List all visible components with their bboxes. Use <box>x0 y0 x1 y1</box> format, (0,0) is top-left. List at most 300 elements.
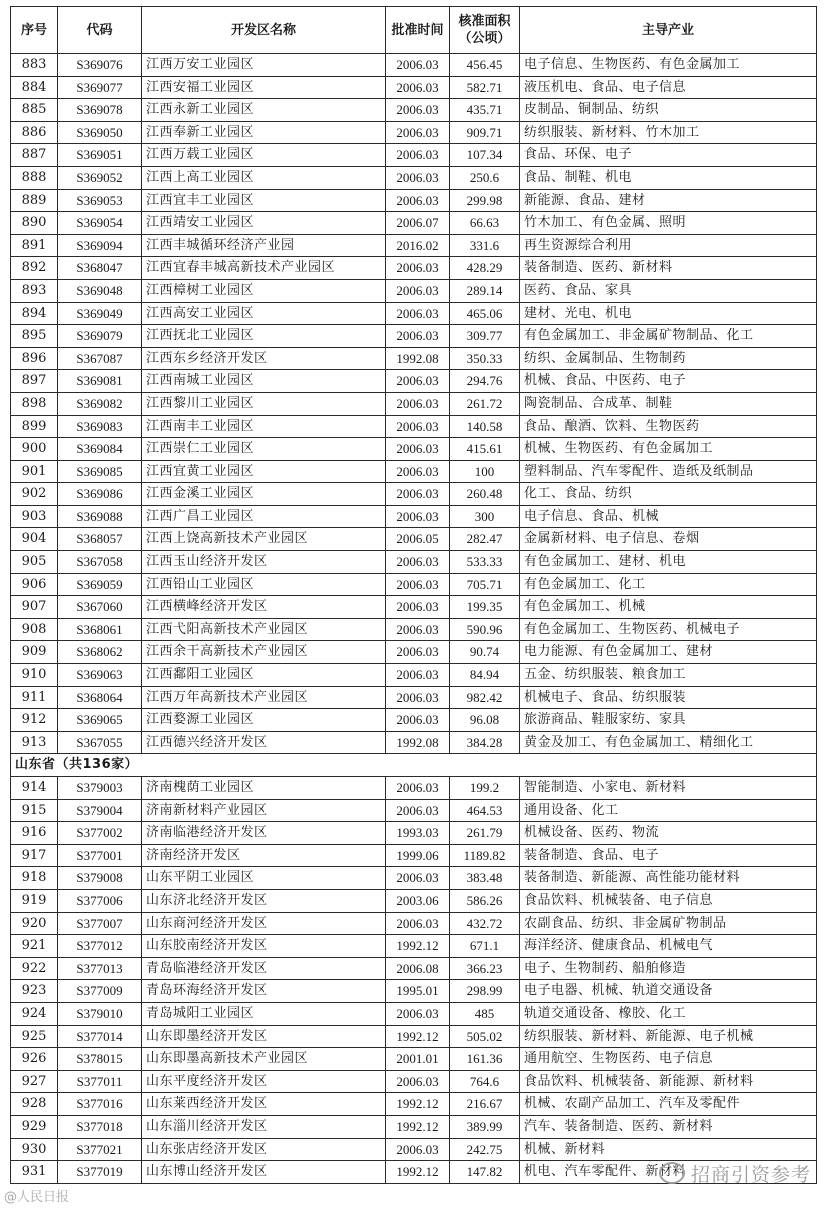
approval-date-cell: 2006.03 <box>386 1070 450 1093</box>
table-row <box>11 731 817 754</box>
seq-cell: 929 <box>11 1115 58 1138</box>
table-row <box>11 664 817 687</box>
approval-date-cell: 1999.06 <box>386 844 450 867</box>
approval-date-cell: 2006.03 <box>386 618 450 641</box>
code-cell: S369063 <box>58 664 142 687</box>
industry-cell: 塑料制品、汽车零配件、造纸及纸制品 <box>520 460 817 483</box>
area-cell: 96.08 <box>450 709 520 732</box>
header-industry: 主导产业 <box>520 7 817 54</box>
seq-cell: 909 <box>11 641 58 664</box>
table-row <box>11 189 817 212</box>
approval-date-cell: 2006.03 <box>386 867 450 890</box>
code-cell: S369094 <box>58 234 142 257</box>
seq-cell: 899 <box>11 415 58 438</box>
watermark-right-text: 招商引资参考 <box>690 1164 811 1186</box>
code-cell: S367087 <box>58 347 142 370</box>
table-row <box>11 121 817 144</box>
industry-cell: 医药、食品、家具 <box>520 279 817 302</box>
area-cell: 582.71 <box>450 76 520 99</box>
industry-cell: 电子信息、生物医药、有色金属加工 <box>520 54 817 77</box>
table-row <box>11 212 817 235</box>
zone-name-cell: 江西余干高新技术产业园区 <box>142 641 386 664</box>
table-row <box>11 596 817 619</box>
table-row <box>11 438 817 461</box>
approval-date-cell: 2006.03 <box>386 505 450 528</box>
wechat-icon <box>659 1162 685 1184</box>
industry-cell: 五金、纺织服装、粮食加工 <box>520 664 817 687</box>
zone-name-cell: 江西万载工业园区 <box>142 144 386 167</box>
table-row <box>11 483 817 506</box>
table-row <box>11 302 817 325</box>
data-sheet <box>10 6 816 1184</box>
approval-date-cell: 2006.03 <box>386 302 450 325</box>
approval-date-cell: 2006.03 <box>386 370 450 393</box>
header-zone-name: 开发区名称 <box>142 7 386 54</box>
seq-cell: 910 <box>11 664 58 687</box>
code-cell: S369081 <box>58 370 142 393</box>
code-cell: S379008 <box>58 867 142 890</box>
table-row <box>11 279 817 302</box>
table-row <box>11 99 817 122</box>
industry-cell: 有色金属加工、建材、机电 <box>520 551 817 574</box>
code-cell: S369082 <box>58 392 142 415</box>
approval-date-cell: 1992.08 <box>386 347 450 370</box>
industry-cell: 电子、生物制药、船舶修造 <box>520 957 817 980</box>
approval-date-cell: 2006.03 <box>386 573 450 596</box>
approval-date-cell: 2006.03 <box>386 166 450 189</box>
approval-date-cell: 2006.03 <box>386 709 450 732</box>
area-cell: 383.48 <box>450 867 520 890</box>
table-row <box>11 528 817 551</box>
zone-name-cell: 江西金溪工业园区 <box>142 483 386 506</box>
seq-cell: 904 <box>11 528 58 551</box>
code-cell: S369053 <box>58 189 142 212</box>
approval-date-cell: 2006.03 <box>386 279 450 302</box>
table-row <box>11 257 817 280</box>
area-cell: 261.72 <box>450 392 520 415</box>
zone-name-cell: 江西东乡经济开发区 <box>142 347 386 370</box>
industry-cell: 农副食品、纺织、非金属矿物制品 <box>520 912 817 935</box>
approval-date-cell: 2006.03 <box>386 799 450 822</box>
seq-cell: 922 <box>11 957 58 980</box>
zone-name-cell: 江西德兴经济开发区 <box>142 731 386 754</box>
industry-cell: 建材、光电、机电 <box>520 302 817 325</box>
seq-cell: 887 <box>11 144 58 167</box>
code-cell: S369059 <box>58 573 142 596</box>
code-cell: S377013 <box>58 957 142 980</box>
area-cell: 384.28 <box>450 731 520 754</box>
approval-date-cell: 2003.06 <box>386 889 450 912</box>
area-cell: 485 <box>450 1002 520 1025</box>
industry-cell: 有色金属加工、生物医药、机械电子 <box>520 618 817 641</box>
approval-date-cell: 2006.03 <box>386 257 450 280</box>
table-row <box>11 777 817 800</box>
code-cell: S377011 <box>58 1070 142 1093</box>
seq-cell: 895 <box>11 325 58 348</box>
area-cell: 261.79 <box>450 822 520 845</box>
industry-cell: 装备制造、医药、新材料 <box>520 257 817 280</box>
area-cell: 107.34 <box>450 144 520 167</box>
area-cell: 389.99 <box>450 1115 520 1138</box>
area-cell: 366.23 <box>450 957 520 980</box>
area-cell: 764.6 <box>450 1070 520 1093</box>
table-row <box>11 460 817 483</box>
zone-name-cell: 江西南城工业园区 <box>142 370 386 393</box>
zone-name-cell: 山东商河经济开发区 <box>142 912 386 935</box>
zone-name-cell: 江西宜黄工业园区 <box>142 460 386 483</box>
table-row <box>11 1093 817 1116</box>
code-cell: S377018 <box>58 1115 142 1138</box>
code-cell: S379010 <box>58 1002 142 1025</box>
approval-date-cell: 1992.12 <box>386 1093 450 1116</box>
approval-date-cell: 2006.03 <box>386 99 450 122</box>
seq-cell: 927 <box>11 1070 58 1093</box>
table-row <box>11 709 817 732</box>
approval-date-cell: 2006.03 <box>386 144 450 167</box>
code-cell: S369051 <box>58 144 142 167</box>
zone-name-cell: 江西奉新工业园区 <box>142 121 386 144</box>
seq-cell: 897 <box>11 370 58 393</box>
area-cell: 432.72 <box>450 912 520 935</box>
code-cell: S369048 <box>58 279 142 302</box>
code-cell: S369078 <box>58 99 142 122</box>
industry-cell: 纺织、金属制品、生物制药 <box>520 347 817 370</box>
code-cell: S368062 <box>58 641 142 664</box>
seq-cell: 883 <box>11 54 58 77</box>
industry-cell: 旅游商品、鞋服家纺、家具 <box>520 709 817 732</box>
code-cell: S368061 <box>58 618 142 641</box>
approval-date-cell: 1992.12 <box>386 935 450 958</box>
code-cell: S369050 <box>58 121 142 144</box>
zone-name-cell: 济南临港经济开发区 <box>142 822 386 845</box>
zone-name-cell: 山东莱西经济开发区 <box>142 1093 386 1116</box>
zone-name-cell: 江西黎川工业园区 <box>142 392 386 415</box>
code-cell: S368057 <box>58 528 142 551</box>
seq-cell: 884 <box>11 76 58 99</box>
industry-cell: 机械设备、医药、物流 <box>520 822 817 845</box>
code-cell: S377009 <box>58 980 142 1003</box>
area-cell: 140.58 <box>450 415 520 438</box>
approval-date-cell: 2006.03 <box>386 777 450 800</box>
seq-cell: 913 <box>11 731 58 754</box>
area-cell: 199.2 <box>450 777 520 800</box>
approval-date-cell: 2006.03 <box>386 551 450 574</box>
table-row <box>11 1002 817 1025</box>
seq-cell: 907 <box>11 596 58 619</box>
industry-cell: 金属新材料、电子信息、卷烟 <box>520 528 817 551</box>
area-cell: 300 <box>450 505 520 528</box>
seq-cell: 891 <box>11 234 58 257</box>
code-cell: S367058 <box>58 551 142 574</box>
watermark-right <box>659 1160 811 1187</box>
approval-date-cell: 2006.03 <box>386 1002 450 1025</box>
industry-cell: 陶瓷制品、合成革、制鞋 <box>520 392 817 415</box>
area-cell: 586.26 <box>450 889 520 912</box>
approval-date-cell: 1992.12 <box>386 1115 450 1138</box>
header-row <box>11 7 817 54</box>
industry-cell: 化工、食品、纺织 <box>520 483 817 506</box>
area-cell: 909.71 <box>450 121 520 144</box>
table-row <box>11 325 817 348</box>
industry-cell: 海洋经济、健康食品、机械电气 <box>520 935 817 958</box>
seq-cell: 919 <box>11 889 58 912</box>
seq-cell: 915 <box>11 799 58 822</box>
industry-cell: 食品、制鞋、机电 <box>520 166 817 189</box>
table-row <box>11 889 817 912</box>
seq-cell: 918 <box>11 867 58 890</box>
section-row <box>11 754 817 777</box>
area-cell: 350.33 <box>450 347 520 370</box>
industry-cell: 机械、生物医药、有色金属加工 <box>520 438 817 461</box>
area-cell: 90.74 <box>450 641 520 664</box>
table-row <box>11 912 817 935</box>
zone-name-cell: 江西永新工业园区 <box>142 99 386 122</box>
table-row <box>11 686 817 709</box>
approval-date-cell: 2006.03 <box>386 392 450 415</box>
table-row <box>11 234 817 257</box>
zone-name-cell: 江西弋阳高新技术产业园区 <box>142 618 386 641</box>
development-zone-table <box>10 6 817 1184</box>
approval-date-cell: 2006.03 <box>386 641 450 664</box>
industry-cell: 黄金及加工、有色金属加工、精细化工 <box>520 731 817 754</box>
industry-cell: 竹木加工、有色金属、照明 <box>520 212 817 235</box>
area-cell: 199.35 <box>450 596 520 619</box>
code-cell: S379003 <box>58 777 142 800</box>
area-cell: 260.48 <box>450 483 520 506</box>
zone-name-cell: 江西玉山经济开发区 <box>142 551 386 574</box>
industry-cell: 有色金属加工、机械 <box>520 596 817 619</box>
industry-cell: 有色金属加工、非金属矿物制品、化工 <box>520 325 817 348</box>
area-cell: 982.42 <box>450 686 520 709</box>
table-row <box>11 1115 817 1138</box>
table-row <box>11 980 817 1003</box>
industry-cell: 智能制造、小家电、新材料 <box>520 777 817 800</box>
approval-date-cell: 2006.03 <box>386 76 450 99</box>
zone-name-cell: 山东平度经济开发区 <box>142 1070 386 1093</box>
code-cell: S378015 <box>58 1048 142 1071</box>
approval-date-cell: 2006.05 <box>386 528 450 551</box>
table-row <box>11 392 817 415</box>
header-area: 核准面积 （公顷） <box>450 7 520 54</box>
zone-name-cell: 江西樟树工业园区 <box>142 279 386 302</box>
approval-date-cell: 2006.03 <box>386 54 450 77</box>
zone-name-cell: 江西崇仁工业园区 <box>142 438 386 461</box>
jiangxi-rows <box>11 54 817 754</box>
area-cell: 161.36 <box>450 1048 520 1071</box>
area-cell: 533.33 <box>450 551 520 574</box>
seq-cell: 912 <box>11 709 58 732</box>
seq-cell: 905 <box>11 551 58 574</box>
industry-cell: 纺织服装、新材料、新能源、电子机械 <box>520 1025 817 1048</box>
approval-date-cell: 2006.08 <box>386 957 450 980</box>
table-row <box>11 822 817 845</box>
table-row <box>11 54 817 77</box>
zone-name-cell: 山东博山经济开发区 <box>142 1161 386 1184</box>
zone-name-cell: 江西横峰经济开发区 <box>142 596 386 619</box>
approval-date-cell: 2001.01 <box>386 1048 450 1071</box>
zone-name-cell: 江西安福工业园区 <box>142 76 386 99</box>
table-row <box>11 935 817 958</box>
code-cell: S367060 <box>58 596 142 619</box>
table-row <box>11 641 817 664</box>
table-row <box>11 799 817 822</box>
area-cell: 298.99 <box>450 980 520 1003</box>
table-row <box>11 573 817 596</box>
industry-cell: 有色金属加工、化工 <box>520 573 817 596</box>
code-cell: S369088 <box>58 505 142 528</box>
area-cell: 428.29 <box>450 257 520 280</box>
seq-cell: 924 <box>11 1002 58 1025</box>
code-cell: S369083 <box>58 415 142 438</box>
approval-date-cell: 1992.12 <box>386 1025 450 1048</box>
zone-name-cell: 济南新材料产业园区 <box>142 799 386 822</box>
code-cell: S369049 <box>58 302 142 325</box>
zone-name-cell: 济南经济开发区 <box>142 844 386 867</box>
table-row <box>11 1070 817 1093</box>
code-cell: S369052 <box>58 166 142 189</box>
zone-name-cell: 江西铅山工业园区 <box>142 573 386 596</box>
code-cell: S377007 <box>58 912 142 935</box>
industry-cell: 食品饮料、机械装备、电子信息 <box>520 889 817 912</box>
industry-cell: 新能源、食品、建材 <box>520 189 817 212</box>
area-cell: 294.76 <box>450 370 520 393</box>
area-cell: 456.45 <box>450 54 520 77</box>
area-cell: 435.71 <box>450 99 520 122</box>
area-cell: 590.96 <box>450 618 520 641</box>
seq-cell: 921 <box>11 935 58 958</box>
seq-cell: 900 <box>11 438 58 461</box>
seq-cell: 901 <box>11 460 58 483</box>
area-cell: 147.82 <box>450 1161 520 1184</box>
approval-date-cell: 2006.03 <box>386 1138 450 1161</box>
section-block <box>11 754 817 777</box>
approval-date-cell: 2006.03 <box>386 325 450 348</box>
zone-name-cell: 江西高安工业园区 <box>142 302 386 325</box>
table-row <box>11 618 817 641</box>
seq-cell: 923 <box>11 980 58 1003</box>
area-cell: 299.98 <box>450 189 520 212</box>
industry-cell: 轨道交通设备、橡胶、化工 <box>520 1002 817 1025</box>
seq-cell: 888 <box>11 166 58 189</box>
zone-name-cell: 江西万安工业园区 <box>142 54 386 77</box>
approval-date-cell: 2006.03 <box>386 596 450 619</box>
table-row <box>11 76 817 99</box>
area-cell: 84.94 <box>450 664 520 687</box>
code-cell: S377019 <box>58 1161 142 1184</box>
seq-cell: 925 <box>11 1025 58 1048</box>
seq-cell: 908 <box>11 618 58 641</box>
approval-date-cell: 2006.03 <box>386 460 450 483</box>
shandong-rows <box>11 777 817 1184</box>
industry-cell: 装备制造、食品、电子 <box>520 844 817 867</box>
seq-cell: 906 <box>11 573 58 596</box>
seq-cell: 911 <box>11 686 58 709</box>
industry-cell: 食品饮料、机械装备、新能源、新材料 <box>520 1070 817 1093</box>
seq-cell: 926 <box>11 1048 58 1071</box>
section-title: 山东省（共136家） <box>11 754 817 777</box>
seq-cell: 928 <box>11 1093 58 1116</box>
seq-cell: 931 <box>11 1161 58 1184</box>
area-cell: 464.53 <box>450 799 520 822</box>
seq-cell: 930 <box>11 1138 58 1161</box>
code-cell: S377014 <box>58 1025 142 1048</box>
area-cell: 100 <box>450 460 520 483</box>
seq-cell: 894 <box>11 302 58 325</box>
seq-cell: 903 <box>11 505 58 528</box>
zone-name-cell: 江西万年高新技术产业园区 <box>142 686 386 709</box>
area-cell: 282.47 <box>450 528 520 551</box>
code-cell: S369085 <box>58 460 142 483</box>
industry-cell: 食品、环保、电子 <box>520 144 817 167</box>
table-row <box>11 166 817 189</box>
approval-date-cell: 1992.08 <box>386 731 450 754</box>
seq-cell: 892 <box>11 257 58 280</box>
area-cell: 705.71 <box>450 573 520 596</box>
code-cell: S367055 <box>58 731 142 754</box>
approval-date-cell: 2006.03 <box>386 686 450 709</box>
table-row <box>11 1025 817 1048</box>
code-cell: S369084 <box>58 438 142 461</box>
table-row <box>11 1048 817 1071</box>
table-row <box>11 551 817 574</box>
table-row <box>11 505 817 528</box>
code-cell: S369077 <box>58 76 142 99</box>
industry-cell: 纺织服装、新材料、竹木加工 <box>520 121 817 144</box>
industry-cell: 装备制造、新能源、高性能功能材料 <box>520 867 817 890</box>
zone-name-cell: 江西南丰工业园区 <box>142 415 386 438</box>
approval-date-cell: 2006.03 <box>386 483 450 506</box>
area-cell: 331.6 <box>450 234 520 257</box>
code-cell: S377016 <box>58 1093 142 1116</box>
industry-cell: 通用航空、生物医药、电子信息 <box>520 1048 817 1071</box>
header-code: 代码 <box>58 7 142 54</box>
zone-name-cell: 江西宜春丰城高新技术产业园区 <box>142 257 386 280</box>
industry-cell: 电子信息、食品、机械 <box>520 505 817 528</box>
seq-cell: 898 <box>11 392 58 415</box>
seq-cell: 890 <box>11 212 58 235</box>
zone-name-cell: 江西上高工业园区 <box>142 166 386 189</box>
table-row <box>11 1138 817 1161</box>
approval-date-cell: 2006.03 <box>386 121 450 144</box>
code-cell: S368064 <box>58 686 142 709</box>
zone-name-cell: 江西上饶高新技术产业园区 <box>142 528 386 551</box>
code-cell: S368047 <box>58 257 142 280</box>
industry-cell: 电子电器、机械、轨道交通设备 <box>520 980 817 1003</box>
area-cell: 505.02 <box>450 1025 520 1048</box>
industry-cell: 再生资源综合利用 <box>520 234 817 257</box>
area-cell: 216.67 <box>450 1093 520 1116</box>
industry-cell: 液压机电、食品、电子信息 <box>520 76 817 99</box>
zone-name-cell: 青岛环海经济开发区 <box>142 980 386 1003</box>
approval-date-cell: 1992.12 <box>386 1161 450 1184</box>
zone-name-cell: 山东即墨高新技术产业园区 <box>142 1048 386 1071</box>
code-cell: S369079 <box>58 325 142 348</box>
header-seq: 序号 <box>11 7 58 54</box>
industry-cell: 通用设备、化工 <box>520 799 817 822</box>
approval-date-cell: 2006.07 <box>386 212 450 235</box>
seq-cell: 920 <box>11 912 58 935</box>
zone-name-cell: 江西抚北工业园区 <box>142 325 386 348</box>
approval-date-cell: 2006.03 <box>386 912 450 935</box>
industry-cell: 机电、汽车零配件、新材料 <box>520 1161 817 1184</box>
zone-name-cell: 江西广昌工业园区 <box>142 505 386 528</box>
approval-date-cell: 2016.02 <box>386 234 450 257</box>
industry-cell: 电力能源、有色金属加工、建材 <box>520 641 817 664</box>
seq-cell: 916 <box>11 822 58 845</box>
industry-cell: 机械、食品、中医药、电子 <box>520 370 817 393</box>
area-cell: 242.75 <box>450 1138 520 1161</box>
seq-cell: 896 <box>11 347 58 370</box>
